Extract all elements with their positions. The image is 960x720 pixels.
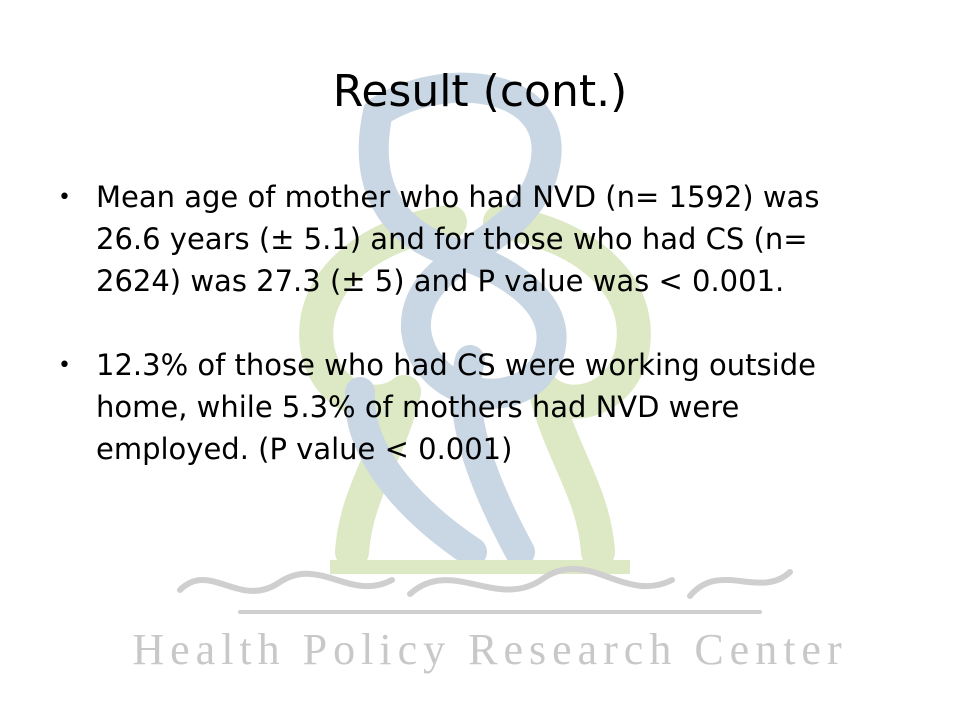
- bullet-dot-icon: •: [58, 353, 71, 378]
- bullet-text: 12.3% of those who had CS were working outside home, while 5.3% of mothers had NVD were employed. (P value < 0.001): [96, 348, 816, 466]
- bullet-list: [56, 176, 886, 470]
- bullet-item: [56, 176, 886, 302]
- bullet-text: Mean age of mother who had NVD (n= 1592) was 26.6 years (± 5.1) and for those who had CS (n= 2624) was 27.3 (± 5) and P value was < 0.001.: [96, 180, 820, 298]
- slide-title: Result (cont.): [332, 66, 628, 117]
- svg-text:Health Policy Research Center: Health Policy Research Center: [132, 625, 848, 674]
- bullet-dot-icon: •: [58, 185, 71, 210]
- bullet-item: [56, 344, 886, 470]
